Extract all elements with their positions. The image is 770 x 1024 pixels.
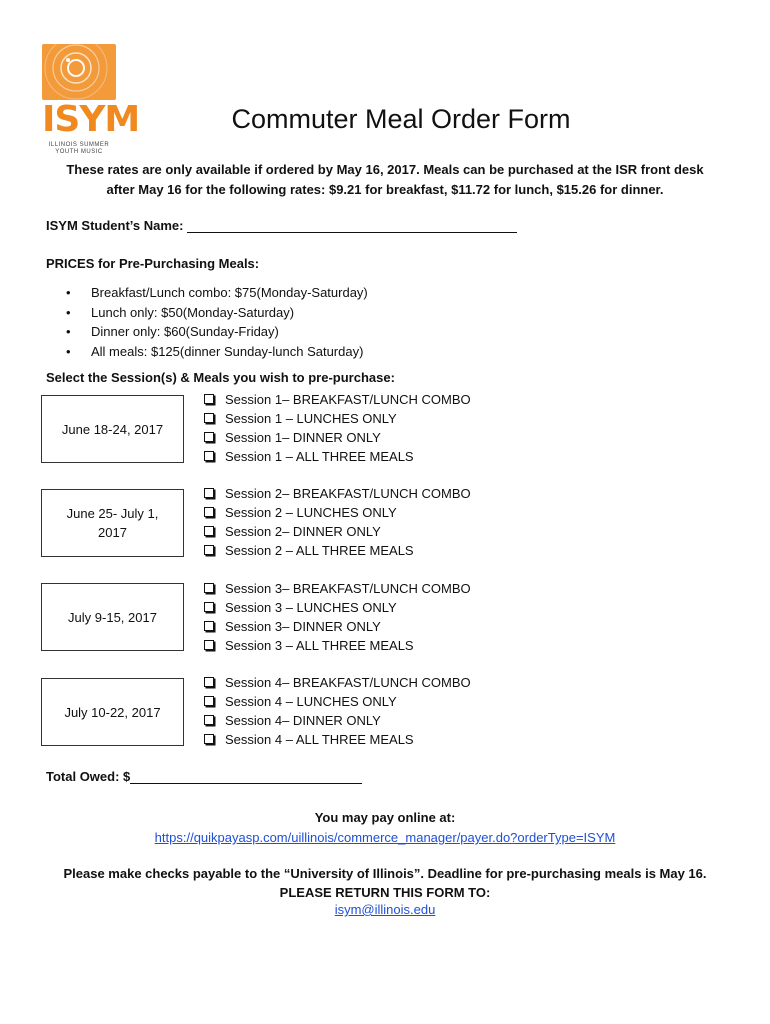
student-name-field[interactable] <box>187 218 517 233</box>
total-owed-field[interactable] <box>130 769 362 784</box>
option-label: Session 3– BREAKFAST/LUNCH COMBO <box>225 581 471 596</box>
option-label: Session 4– DINNER ONLY <box>225 713 381 728</box>
session-4-options <box>204 673 471 749</box>
option-label: Session 2– BREAKFAST/LUNCH COMBO <box>225 486 471 501</box>
student-name-label: ISYM Student’s Name: <box>46 218 184 233</box>
session-option[interactable] <box>204 409 471 428</box>
option-label: Session 1 – ALL THREE MEALS <box>225 449 414 464</box>
session-option[interactable] <box>204 692 471 711</box>
checkbox[interactable] <box>204 734 214 744</box>
student-name-row <box>46 218 517 233</box>
checkbox[interactable] <box>204 413 214 423</box>
session-3-dates: July 9-15, 2017 <box>68 609 157 625</box>
checkbox[interactable] <box>204 640 214 650</box>
session-4-dates: July 10-22, 2017 <box>64 704 161 720</box>
price-item <box>66 283 368 303</box>
pay-online-section <box>0 808 770 848</box>
price-item <box>66 303 368 323</box>
checkbox[interactable] <box>204 394 214 404</box>
session-option[interactable] <box>204 617 471 636</box>
price-item-text: Lunch only: $50(Monday-Saturday) <box>91 304 295 320</box>
session-option[interactable] <box>204 730 471 749</box>
checks-payable-line: Please make checks payable to the “University of Illinois”. Deadline for pre-purchasing meals is May 16. <box>63 866 707 881</box>
payment-link[interactable]: https://quikpayasp.com/uillinois/commerce_manager/payer.do?orderType=ISYM <box>154 830 616 845</box>
checkbox[interactable] <box>204 621 214 631</box>
option-label: Session 4 – ALL THREE MEALS <box>225 732 414 747</box>
option-label: Session 3 – ALL THREE MEALS <box>225 638 414 653</box>
page-title: Commuter Meal Order Form <box>231 104 571 134</box>
price-item-text: Breakfast/Lunch combo: $75(Monday-Saturday) <box>91 285 368 300</box>
option-label: Session 1 – LUNCHES ONLY <box>225 411 397 426</box>
session-option[interactable] <box>204 598 471 617</box>
option-label: Session 4 – LUNCHES ONLY <box>225 694 397 709</box>
bullet-icon: • <box>66 304 71 320</box>
price-item <box>66 342 368 362</box>
checkbox[interactable] <box>204 488 214 498</box>
price-item-text: Dinner only: $60(Sunday-Friday) <box>91 324 279 339</box>
session-2-dates: June 25- July 1, 2017 <box>66 506 159 540</box>
logo-subtitle-line-2: YOUTH MUSIC <box>55 149 103 155</box>
session-2-dates-box <box>41 489 184 557</box>
checks-notice <box>0 864 770 902</box>
checkbox[interactable] <box>204 696 214 706</box>
checkbox[interactable] <box>204 432 214 442</box>
rates-notice <box>40 160 730 200</box>
logo-subtitle <box>42 142 116 156</box>
price-item <box>66 322 368 342</box>
isym-logo <box>42 44 140 156</box>
session-3-dates-box <box>41 583 184 651</box>
session-option[interactable] <box>204 428 471 447</box>
session-option[interactable] <box>204 579 471 598</box>
session-1-dates-box <box>41 395 184 463</box>
checkbox[interactable] <box>204 715 214 725</box>
session-1-options <box>204 390 471 466</box>
checkbox[interactable] <box>204 602 214 612</box>
session-option[interactable] <box>204 503 471 522</box>
session-option[interactable] <box>204 484 471 503</box>
option-label: Session 2 – ALL THREE MEALS <box>225 543 414 558</box>
checkbox[interactable] <box>204 451 214 461</box>
session-1-dates: June 18-24, 2017 <box>61 421 164 437</box>
total-owed-label: Total Owed: $ <box>46 769 131 784</box>
rates-notice-line-1: These rates are only available if ordered by May 16, 2017. Meals can be purchased at the ISR front desk <box>66 162 704 177</box>
checkbox[interactable] <box>204 583 214 593</box>
bullet-icon: • <box>66 324 71 339</box>
checkbox[interactable] <box>204 507 214 517</box>
logo-wordmark: ISYM <box>42 99 140 140</box>
checkbox[interactable] <box>204 526 214 536</box>
option-label: Session 3– DINNER ONLY <box>225 619 381 634</box>
prices-heading: PRICES for Pre-Purchasing Meals: <box>46 256 260 271</box>
session-3-options <box>204 579 471 655</box>
session-option[interactable] <box>204 673 471 692</box>
option-label: Session 3 – LUNCHES ONLY <box>225 600 397 615</box>
music-swirl-icon <box>42 44 116 100</box>
session-option[interactable] <box>204 447 471 466</box>
checkbox[interactable] <box>204 545 214 555</box>
total-owed-row <box>46 769 362 784</box>
price-list <box>66 283 368 361</box>
option-label: Session 1– DINNER ONLY <box>225 430 381 445</box>
session-2-options <box>204 484 471 560</box>
logo-tile <box>42 44 116 100</box>
session-select-heading: Select the Session(s) & Meals you wish to pre-purchase: <box>46 370 395 385</box>
price-item-text: All meals: $125(dinner Sunday-lunch Saturday) <box>91 343 364 359</box>
session-4-dates-box <box>41 678 184 746</box>
rates-notice-line-2: after May 16 for the following rates: $9.21 for breakfast, $11.72 for lunch, $15.26 for dinner. <box>106 182 664 197</box>
return-email-row <box>0 902 770 917</box>
session-option[interactable] <box>204 711 471 730</box>
bullet-icon: • <box>66 343 71 359</box>
option-label: Session 4– BREAKFAST/LUNCH COMBO <box>225 675 471 690</box>
session-option[interactable] <box>204 390 471 409</box>
session-option[interactable] <box>204 541 471 560</box>
logo-subtitle-line-1: ILLINOIS SUMMER <box>48 142 110 148</box>
return-email-link[interactable]: isym@illinois.edu <box>334 902 436 917</box>
option-label: Session 1– BREAKFAST/LUNCH COMBO <box>225 392 471 407</box>
session-option[interactable] <box>204 636 471 655</box>
pay-online-label: You may pay online at: <box>314 810 456 825</box>
session-option[interactable] <box>204 522 471 541</box>
option-label: Session 2 – LUNCHES ONLY <box>225 505 397 520</box>
option-label: Session 2– DINNER ONLY <box>225 524 381 539</box>
checkbox[interactable] <box>204 677 214 687</box>
return-form-label: PLEASE RETURN THIS FORM TO: <box>279 885 491 900</box>
bullet-icon: • <box>66 285 71 300</box>
